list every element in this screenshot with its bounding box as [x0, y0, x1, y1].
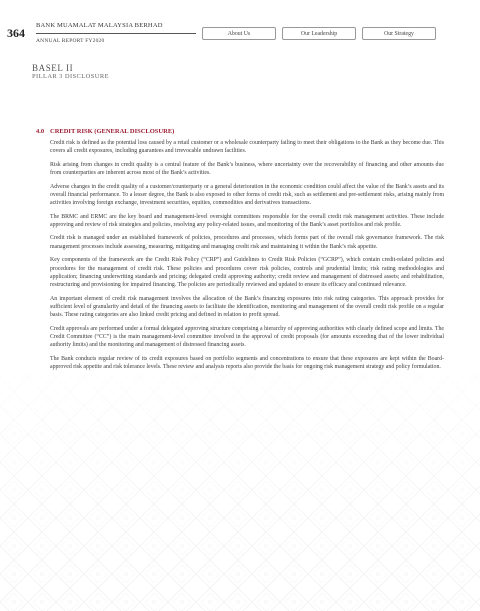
paragraph: Credit risk is managed under an established framework of policies, procedures and processes, which forms part of the overall risk governance framework. The risk management processes include assessing, measuring, mitigating and managing credit risk and maintaining it within the Bank’s risk appetite. — [50, 235, 444, 250]
paragraph: Key components of the framework are the Credit Risk Policy (“CRP”) and Guidelines to Credit Risk Policies (“GCRP”), which contain credit-related policies and procedures for the management of credit risk. These policies and procedures cover risk policies, controls and prudential limits; risk rating methodologies and application; financing underwriting standards and pricing; delegated credit approving authority; credit review and management of distressed assets; and rehabilitation, restructuring and provisioning for impaired financing. The policies are periodically reviewed and updated to ensure its efficacy and continued relevance. — [50, 257, 444, 289]
paragraph: An important element of credit risk management involves the allocation of the Bank’s financing exposures into risk rating categories. This approach provides for sufficient level of granularity and detail of the financing assets to facilitate the identification, monitoring and management of the overall credit risk profile on a regular basis. These rating categories are also linked credit pricing and defined in relation to profit spread. — [50, 295, 444, 319]
section-subtitle: PILLAR 3 DISCLOSURE — [32, 73, 109, 80]
paragraph-list — [36, 139, 444, 371]
nav-our-strategy-button[interactable]: Our Strategy — [362, 27, 436, 40]
paragraph: The BRMC and ERMC are the key board and management-level oversight committees responsible for the overall credit risk management activities. These include approving and review of risk strategies and policies, resolving any policy-related issues, and monitoring of the Bank’s asset portfolios and risk profile. — [50, 213, 444, 228]
paragraph: Adverse changes in the credit quality of a customer/counterparty or a general deterioration in the economic condition could affect the value of the Bank’s assets and its overall financial performance. To a lesser degree, the Bank is also exposed to other forms of credit risk, such as settlement and pre-settlement risks, arising mainly from activities involving foreign exchange, investment securities, equities, commodities and derivatives transactions. — [50, 183, 444, 207]
main-content — [36, 128, 444, 377]
paragraph: The Bank conducts regular review of its credit exposures based on portfolio segments and concentrations to ensure that these exposures are kept within the Board-approved risk appetite and risk tolerance levels. These review and analysis reports also provide the basis for ongoing risk management strategy and policy formulation. — [50, 355, 444, 371]
heading-number: 4.0 — [36, 128, 45, 135]
report-title: ANNUAL REPORT FY2020 — [36, 38, 105, 44]
nav-our-leadership-button[interactable]: Our Leadership — [282, 27, 356, 40]
section-heading — [36, 128, 444, 135]
section-title: BASEL II — [32, 63, 74, 73]
page-header — [0, 0, 480, 56]
bank-name: BANK MUAMALAT MALAYSIA BERHAD — [36, 22, 163, 29]
page-number: 364 — [7, 26, 25, 40]
paragraph: Risk arising from changes in credit quality is a central feature of the Bank’s business, where uncertainty over the recoverability of financing and other amounts due from counterparties are inherent across most of the Bank’s activities. — [50, 161, 444, 177]
nav-about-us-button[interactable]: About Us — [202, 27, 276, 40]
paragraph: Credit approvals are performed under a formal delegated approving structure comprising a hierarchy of approving authorities with clearly defined scope and limits. The Credit Committee (“CC”) is the main management-level committee involved in the approval of credit proposals (for amounts exceeding that of the lower individual authority limits) and the monitoring and management of distressed financing assets. — [50, 325, 444, 349]
header-divider — [36, 33, 196, 34]
heading-text: CREDIT RISK (GENERAL DISCLOSURE) — [50, 128, 175, 135]
paragraph: Credit risk is defined as the potential loss caused by a retail customer or a wholesale counterparty failing to meet their obligations to the Bank as they become due. This covers all credit exposures, including guarantees and irrevocable undrawn facilities. — [50, 140, 444, 155]
